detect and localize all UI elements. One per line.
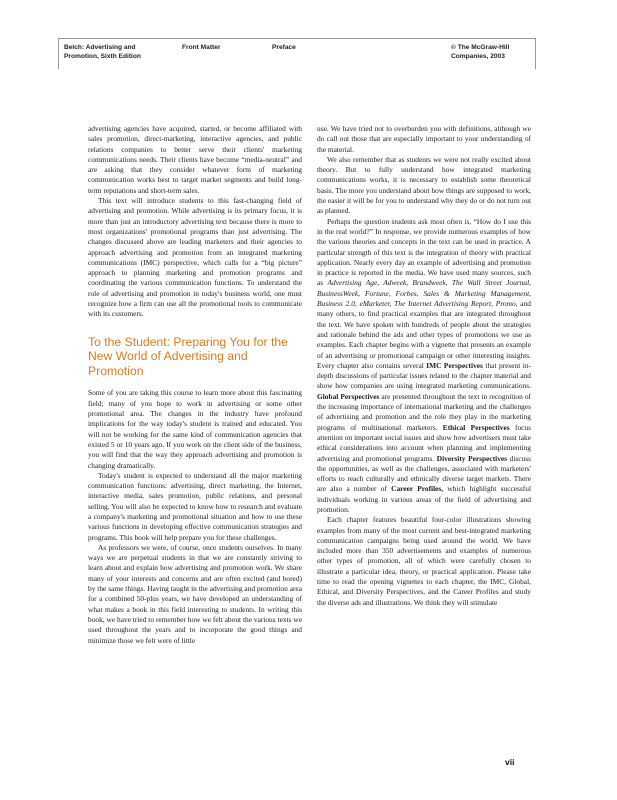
right-column: [317, 124, 531, 608]
career-profiles-term: Career Profiles,: [391, 484, 444, 494]
running-header: [58, 38, 536, 69]
header-section: Preface: [272, 44, 296, 51]
header-book-title: Belch: Advertising and Promotion, Sixth Edition: [64, 44, 141, 60]
global-perspectives-term: Global Perspectives: [317, 391, 380, 401]
imc-perspectives-term: IMC Perspectives: [426, 360, 483, 370]
text-run: that present in-depth discussions of particular issues related to the chapter material and show how companies are using integrated marketing communications.: [317, 360, 532, 391]
paragraph: advertising agencies have acquired, started, or become affiliated with sales promotion, direct-marketing, interactive agencies, and public relations companies to better serve their clients' marketing communications needs. Their clients have become “media-neutral” and are asking that they consider whatever form of marketing communication works best to target market segments and build long-term reputations and short-term sales.: [88, 124, 302, 195]
text-run: and many others, to find practical examples that are integrated throughout the text. We have spoken with hundreds of people about the strategies and rationale behind the ads and other types of promotions we use as examples. Each chapter begins with a vignette that presents an example of an advertising or promotional campaign or other interesting insights. Every chapter also contains several: [317, 299, 531, 370]
left-column: [88, 124, 302, 646]
header-front-matter: Front Matter: [182, 44, 221, 51]
text-run: are presented throughout the text in recognition of the increasing importance of international marketing and the challenges of advertising and promotion and the role they play in the marketing programs of multinational marketers.: [317, 391, 531, 432]
paragraph: This text will introduce students to this fast-changing field of advertising and promotion. While advertising is its primary focus, it is more than just an introductory advertising text because there is more to most organizations' promotional programs than just advertising. The changes discussed above are leading marketers and their agencies to approach advertising and promotion from an integrated marketing communications (IMC) perspective, which calls for a “big picture” approach to planning marketing and promotion programs and coordinating the various communication functions. To understand the role of advertising and promotion in today's business world, one must recognize how a firm can use all the promotional tools to communicate with its customers.: [88, 196, 302, 319]
paragraph: Some of you are taking this course to learn more about this fascinating field; many of you hope to work in advertising or some other promotional area. The changes in the industry have profound implications for the way today's student is trained and educated. You will not be working for the same kind of communication agencies that existed 5 or 10 years ago. If you work on the client side of the business, you will find that the way they approach advertising and promotion is changing dramatically.: [88, 388, 302, 470]
text-run: discuss the opportunities, as well as the challenges, associated with marketers' efforts to reach culturally and ethnically diverse target markets. There are also a number of: [317, 453, 531, 494]
page-number: vii: [505, 757, 515, 767]
diversity-perspectives-term: Diversity Perspectives: [436, 453, 508, 463]
paragraph: As professors we were, of course, once students ourselves. In many ways we are perpetual students in that we are constantly striving to learn about and explain how advertising and promotion work. We share many of your interests and concerns and are often excited (and bored) by the same things. Having taught in the advertising and promotion area for a combined 50-plus years, we have developed an understanding of what makes a book in this field interesting to students. In writing this book, we have tried to remember how we felt about the various texts we used throughout the years and to incorporate the good things and minimize those we felt were of little: [88, 542, 302, 645]
text-run: focus attention on important social issues and show how advertisers must take ethical considerations into account when planning and implementing advertising and promotional programs.: [317, 422, 532, 463]
text-run: Perhaps the question students ask most often is, “How do I use this in the real world?” In response, we provide numerous examples of how the various theories and concepts in the text can be used in practice. A particular strength of this text is the integration of theory with practical application. Nearly every day an example of advertising and promotion in practice is reported in the media. We have used many sources, such as: [317, 216, 531, 288]
paragraph: [317, 217, 531, 516]
source-list: Advertising Age, Adweek, Brandweek, The Wall Street Journal, BusinessWeek, Fortune, Forbes, Sales & Marketing Management, Business 2.0, eMarketer, The Internet Advertising Report, Promo,: [317, 278, 531, 309]
paragraph: Today's student is expected to understand all the major marketing communication functions: advertising, direct marketing, the Internet, interactive media, sales promotion, public relations, and personal selling. You will also be expected to know how to research and evaluate a company's marketing and promotional situation and how to use these various functions in developing effective communication strategies and programs. This book will help prepare you for these challenges.: [88, 470, 302, 542]
section-heading: To the Student: Preparing You for the New World of Advertising and Promotion: [88, 334, 288, 378]
paragraph: use. We have tried not to overburden you with definitions, although we do call out those that are especially important to your understanding of the material.: [317, 124, 531, 154]
paragraph: Each chapter features beautiful four-color illustrations showing examples from many of the most current and best-integrated marketing communication campaigns being used around the world. We have included more than 350 advertisements and examples of numerous other types of promotion, all of which were carefully chosen to illustrate a particular idea, theory, or practical application. Please take time to read the opening vignettes to each chapter, the IMC, Global, Ethical, and Diversity Perspectives, and the Career Profiles and study the diverse ads and illustrations. We think they will stimulate: [317, 515, 531, 607]
text-run: which highlight successful individuals working in various areas of the field of advertising and promotion.: [317, 484, 531, 514]
ethical-perspectives-term: Ethical Perspectives: [442, 422, 510, 432]
header-copyright: © The McGraw-Hill Companies, 2003: [451, 44, 510, 60]
paragraph: We also remember that as students we were not really excited about theory. But to fully understand how integrated marketing communications works, it is necessary to establish some theoretical basis. The more you understand about how things are supposed to work, the easier it will be for you to understand why they do or do not turn out as planned.: [317, 154, 531, 216]
